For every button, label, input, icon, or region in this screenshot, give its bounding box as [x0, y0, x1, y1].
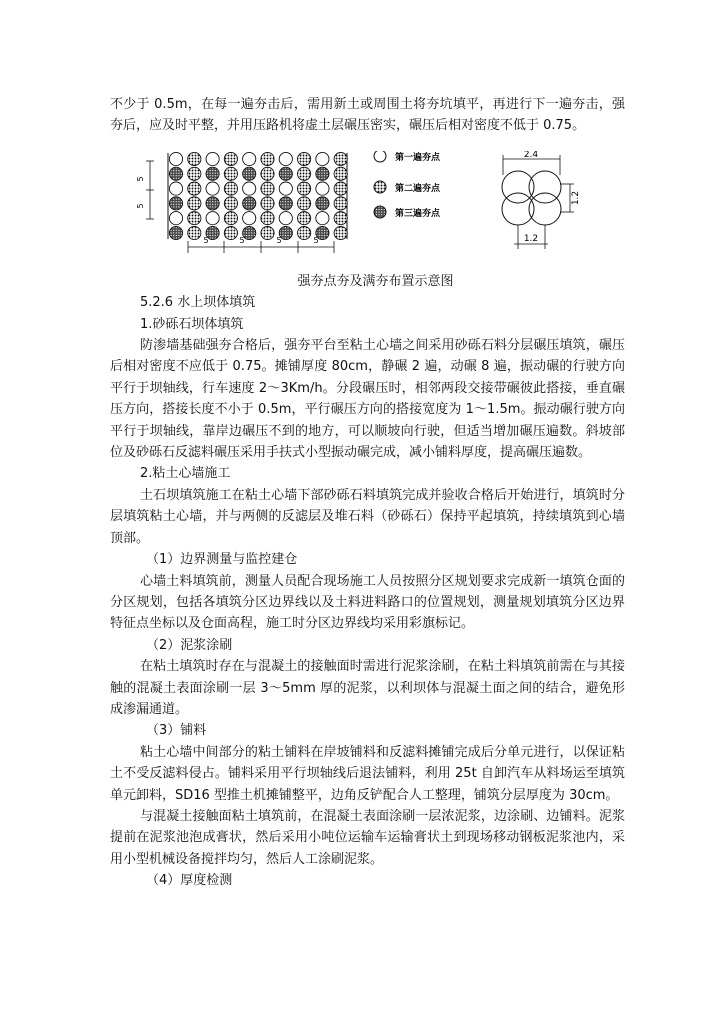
tamping-point-third-pass	[206, 167, 219, 180]
step-1-title: （1）边界测量与监控建仓	[146, 552, 298, 568]
bottom-dim-label-2: 5	[239, 235, 245, 245]
tamping-point-third-pass	[206, 197, 219, 210]
tamping-point-third-pass	[169, 197, 182, 210]
step-3-paragraph-2: 与混凝土接触面粘土填筑前，在混凝土表面涂刷一层浓泥浆，边涂刷、边铺料。泥浆提前在泥浆池泡成膏状，然后采用小吨位运输车运输膏状土到现场移动钢板泥浆池内，采用小型机械设备搅拌均匀，然后人工涂刷泥浆。	[110, 808, 625, 867]
subsection-1-paragraph: 防渗墙基础强夯合格后，强夯平台至粘土心墙之间采用砂砾石料分层碾压填筑，碾压后相对密度不应低于 0.75。摊铺厚度 80cm，静碾 2 遍，动碾 8 遍，振动碾的行驶方向平行于坝轴线，行车速度 2～3Km/h。分段碾压时，相邻两段交接带碾彼此搭接，垂直碾压方向，搭接长度不小于 0.5m，平行碾压方向的搭接宽度为 1～1.5m。振动碾行驶方向平行于坝轴线，靠岸边碾压不到的地方，可以顺坡向行驶，但适当增加碾压遍数。斜坡部位及砂砾石反滤料碾压采用手扶式小型振动碾完成，减小铺料厚度，提高碾压遍数。	[110, 338, 625, 461]
intro-paragraph: 不少于 0.5m，在每一遍夯击后，需用新土或周围土将夯坑填平，再进行下一遍夯击，强夯后，应及时平整，并用压路机将虚土层碾压密实，碾压后相对密度不低于 0.75。	[110, 97, 625, 134]
tamping-point-third-pass	[243, 167, 256, 180]
bottom-dim-label-4: 5	[313, 235, 319, 245]
tamping-point-second-pass	[224, 197, 237, 210]
legend-first-pass-label: 第一遍夯点	[395, 152, 441, 163]
tamping-point-first-pass	[206, 152, 219, 165]
tamping-point-second-pass	[298, 152, 311, 165]
bottom-dim-label-1: 5	[203, 235, 209, 245]
section-heading: 5.2.6 水上坝体填筑	[140, 295, 256, 311]
legend-first-pass-icon	[374, 151, 386, 162]
tamping-point-first-pass	[206, 211, 219, 224]
tamping-point-second-pass	[334, 211, 347, 224]
figure-caption: 强夯点夯及满夯布置示意图	[297, 273, 454, 289]
overlap-detail-diagram	[502, 151, 581, 249]
tamping-point-third-pass	[169, 167, 182, 180]
step-3-title: （3）铺料	[146, 723, 207, 739]
legend-third-pass-icon	[374, 206, 386, 218]
tamping-point-second-pass	[261, 211, 274, 224]
left-dim-label-1: 5	[136, 176, 145, 182]
tamping-point-second-pass	[298, 211, 311, 224]
tamping-point-second-pass	[188, 152, 201, 165]
legend-third-pass-label: 第三遍夯点	[395, 208, 441, 219]
subsection-2-title: 2.粘土心墙施工	[140, 466, 231, 482]
detail-height-label: 1.2	[571, 190, 581, 205]
tamping-point-second-pass	[334, 197, 347, 210]
legend-second-pass-icon	[374, 181, 386, 193]
tamping-point-third-pass	[243, 197, 256, 210]
tamping-point-second-pass	[188, 211, 201, 224]
legend	[374, 151, 441, 219]
tamping-point-second-pass	[188, 226, 201, 239]
tamping-figure	[110, 151, 625, 267]
tamping-point-second-pass	[261, 197, 274, 210]
tamping-point-second-pass	[261, 167, 274, 180]
tamping-point-first-pass	[316, 152, 329, 165]
step-2-paragraph: 在粘土填筑时存在与混凝土的接触面时需进行泥浆涂刷，在粘土料填筑前需在与其接触的混凝土表面涂刷一层 3～5mm 厚的泥浆，以利坝体与混凝土面之间的结合，避免形成渗漏通道。	[110, 659, 625, 717]
tamping-point-second-pass	[298, 167, 311, 180]
detail-width-label: 2.4	[523, 150, 539, 160]
tamping-point-third-pass	[279, 197, 292, 210]
tamping-point-second-pass	[334, 167, 347, 180]
tamping-point-first-pass	[169, 152, 182, 165]
tamping-point-third-pass	[169, 226, 182, 239]
tamping-point-first-pass	[169, 211, 182, 224]
detail-offset-label: 1.2	[523, 233, 539, 244]
tamping-point-second-pass	[334, 152, 347, 165]
tamping-point-first-pass	[169, 182, 182, 195]
tamping-point-first-pass	[316, 182, 329, 195]
tamping-point-second-pass	[224, 152, 237, 165]
tamping-point-second-pass	[261, 152, 274, 165]
tamping-point-second-pass	[298, 197, 311, 210]
tamping-point-second-pass	[224, 182, 237, 195]
tamping-point-second-pass	[334, 226, 347, 239]
tamping-point-second-pass	[224, 211, 237, 224]
tamping-point-second-pass	[188, 167, 201, 180]
bottom-dim-label-3: 5	[276, 235, 282, 245]
tamping-point-first-pass	[279, 152, 292, 165]
tamping-layout-diagram	[110, 151, 625, 267]
tamping-point-first-pass	[243, 152, 256, 165]
document-page	[110, 94, 625, 892]
left-dim-label-2: 5	[136, 203, 145, 209]
tamping-point-second-pass	[261, 226, 274, 239]
tamping-point-second-pass	[298, 182, 311, 195]
tamping-point-second-pass	[224, 226, 237, 239]
tamping-point-second-pass	[298, 226, 311, 239]
tamping-point-second-pass	[224, 167, 237, 180]
tamping-point-second-pass	[188, 197, 201, 210]
tamping-point-first-pass	[279, 182, 292, 195]
subsection-1-title: 1.砂砾石坝体填筑	[140, 316, 244, 332]
tamping-point-first-pass	[243, 182, 256, 195]
tamping-point-third-pass	[243, 226, 256, 239]
tamping-point-second-pass	[334, 182, 347, 195]
tamping-point-second-pass	[188, 182, 201, 195]
left-dimension	[136, 161, 154, 219]
tamping-point-second-pass	[261, 182, 274, 195]
step-3-paragraph-1: 粘土心墙中间部分的粘土铺料在岸坡铺料和反滤料摊铺完成后分单元进行，以保证粘土不受反滤料侵占。铺料采用平行坝轴线后退法铺料，利用 25t 自卸汽车从料场运至填筑单元卸料，SD16 型推土机摊铺整平，边角反铲配合人工整理，铺筑分层厚度为 30cm。	[110, 744, 625, 803]
subsection-2-paragraph: 土石坝填筑施工在粘土心墙下部砂砾石料填筑完成并验收合格后开始进行，填筑时分层填筑粘土心墙，并与两侧的反滤层及堆石料（砂砾石）保持平起填筑，持续填筑到心墙顶部。	[110, 487, 625, 546]
tamping-point-first-pass	[279, 211, 292, 224]
tamping-point-third-pass	[316, 167, 329, 180]
step-1-paragraph: 心墙土料填筑前，测量人员配合现场施工人员按照分区规划要求完成新一填筑仓面的分区规划，包括各填筑分区边界线以及土料进料路口的位置规划，测量规划填筑分区边界特征点坐标以及仓面高程，施工时分区边界线均采用彩旗标记。	[110, 573, 625, 632]
tamping-point-third-pass	[316, 197, 329, 210]
tamping-point-first-pass	[316, 211, 329, 224]
step-4-title: （4）厚度检测	[146, 873, 233, 889]
tamping-point-first-pass	[243, 211, 256, 224]
legend-second-pass-label: 第二遍夯点	[395, 183, 441, 194]
step-2-title: （2）泥浆涂刷	[146, 637, 233, 653]
tamping-point-third-pass	[279, 167, 292, 180]
tamping-grid	[168, 152, 347, 239]
tamping-point-first-pass	[206, 182, 219, 195]
